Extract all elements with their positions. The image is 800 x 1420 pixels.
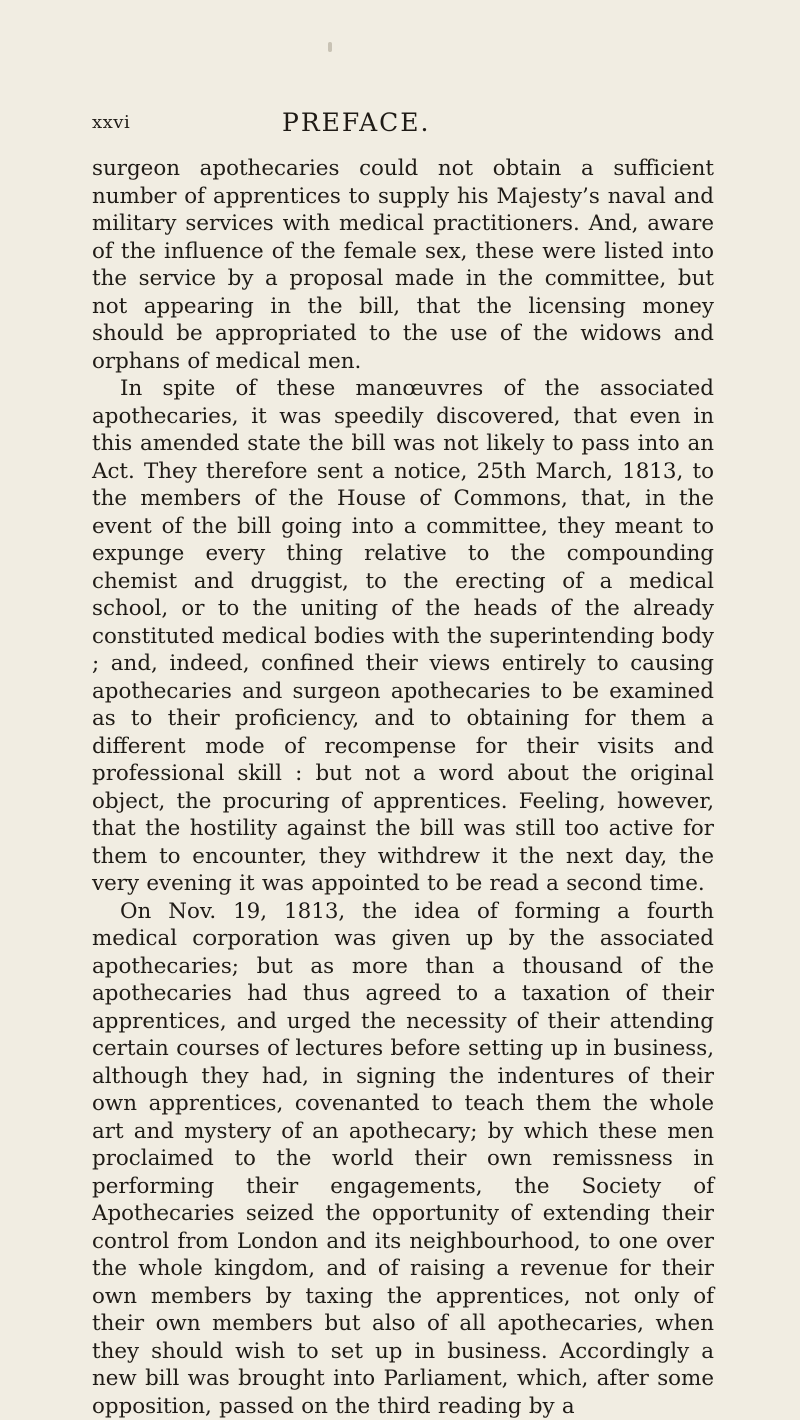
paragraph-3: On Nov. 19, 1813, the idea of forming a fourth medical corporation was given up by the associated apothecaries; but as more than a thousand of the apothecaries had thus agreed to a taxation of their apprentices, and urged the necessity of their attending certain courses of lectures before setting up in business, although they had, in signing the indentures of their own apprentices, covenanted to teach them the whole art and mystery of an apothecary; by which these men proclaimed to the world their own remissness in performing their engagements, the Society of Apothecaries seized the opportunity of extending their control from London and its neighbourhood, to one over the whole kingdom, and of raising a revenue for their own members by taxing the apprentices, not only of their own members but also of all apothecaries, when they should wish to set up in business. Accordingly a new bill was brought into Parliament, which, after some opposition, passed on the third reading by a	[92, 898, 714, 1420]
running-head	[92, 108, 708, 138]
page-title: PREFACE.	[282, 108, 430, 137]
paragraph-2: In spite of these manœuvres of the associated apothecaries, it was speedily discovered, that even in this amended state the bill was not likely to pass into an Act. They therefore sent a notice, 25th March, 1813, to the members of the House of Commons, that, in the event of the bill going into a committee, they meant to expunge every thing relative to the compounding chemist and druggist, to the erecting of a medical school, or to the uniting of the heads of the already constituted medical bodies with the superintending body ; and, indeed, confined their views entirely to causing apothecaries and surgeon apothecaries to be examined as to their proficiency, and to obtaining for them a different mode of recompense for their visits and professional skill : but not a word about the original object, the procuring of apprentices. Feeling, however, that the hostility against the bill was still too active for them to encounter, they withdrew it the next day, the very evening it was appointed to be read a second time.	[92, 375, 714, 898]
paragraph-1: surgeon apothecaries could not obtain a sufficient number of apprentices to supply his Majesty’s naval and military services with medical practitioners. And, aware of the influence of the female sex, these were listed into the service by a proposal made in the committee, but not appearing in the bill, that the licensing money should be appropriated to the use of the widows and orphans of medical men.	[92, 155, 714, 375]
print-smudge	[328, 42, 332, 52]
body-text	[92, 155, 714, 1420]
page-number: xxvi	[92, 112, 130, 133]
